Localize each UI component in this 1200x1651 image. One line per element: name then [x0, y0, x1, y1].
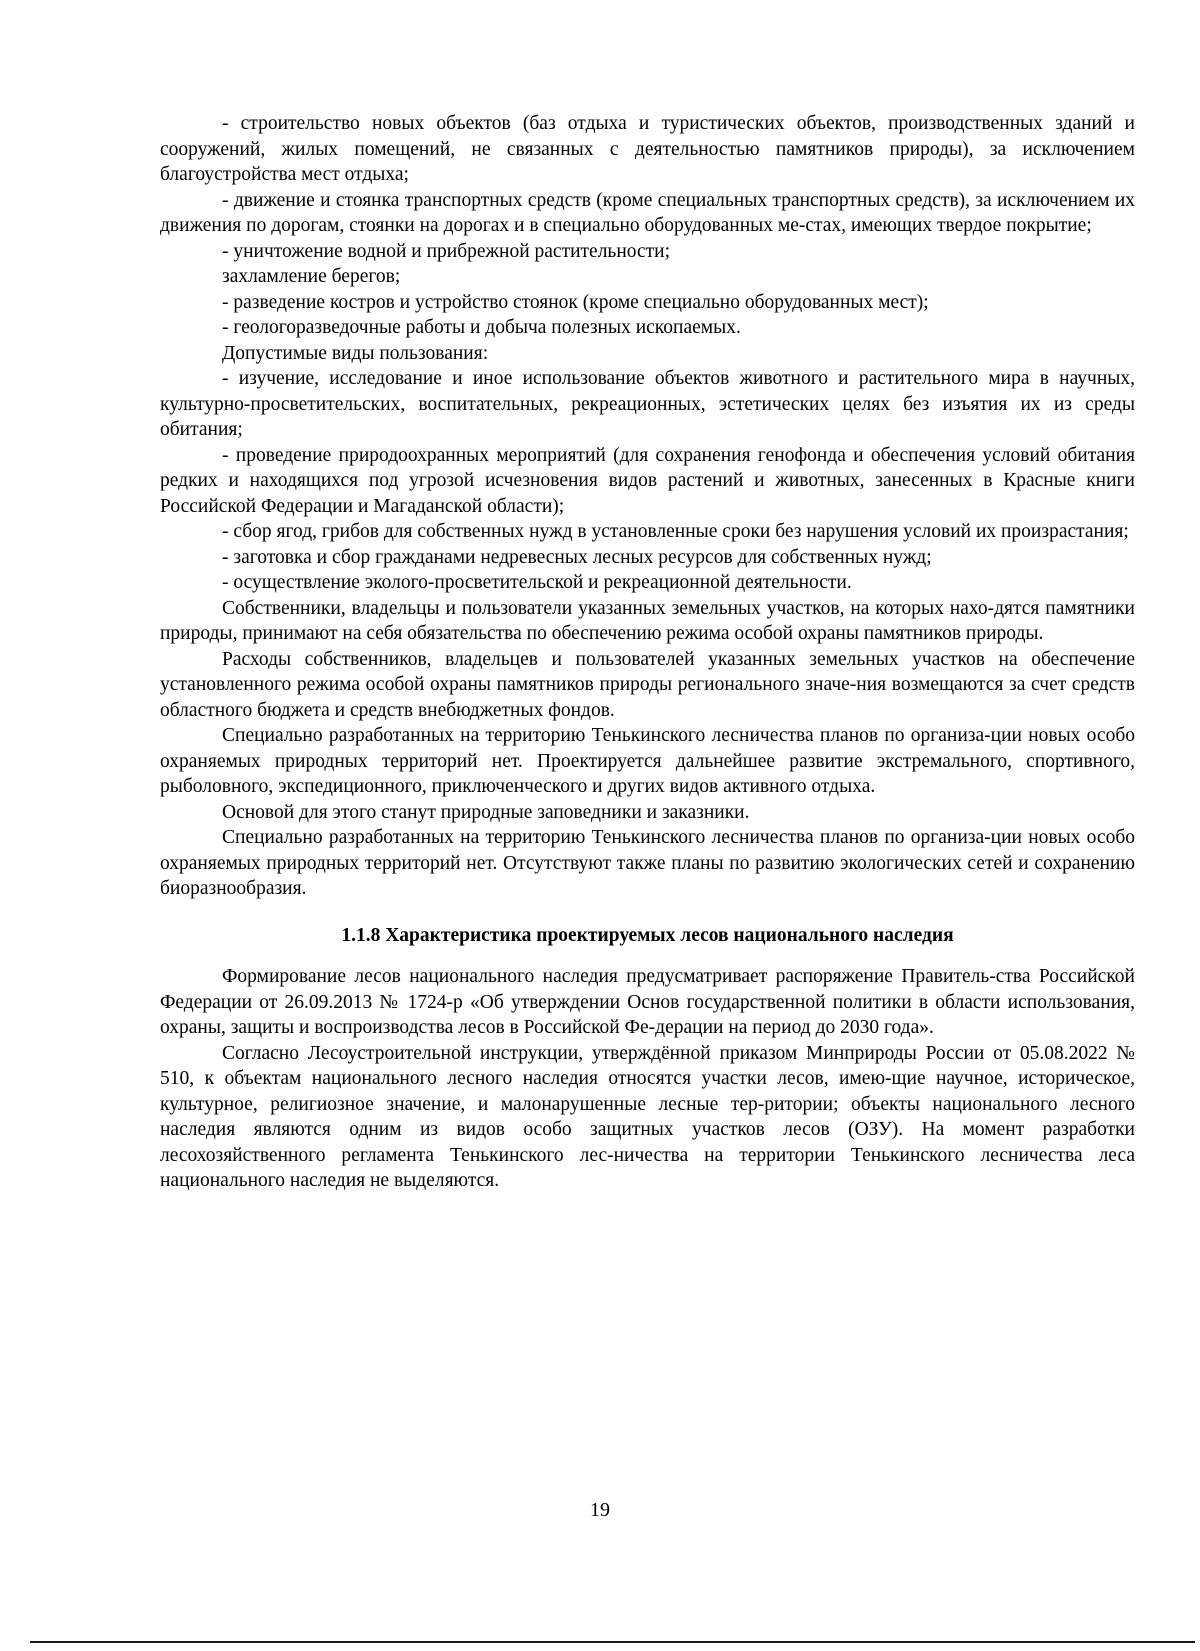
paragraph: - проведение природоохранных мероприятий (для сохранения генофонда и обеспечения условий обитания редких и находящихся под угрозой исчезновения видов растений и животных, занесенных в Красные книги Российской Федерации и Магаданской области);	[160, 444, 1135, 517]
paragraph: Расходы собственников, владельцев и пользователей указанных земельных участков на обеспечение установленного режима особой охраны памятников природы регионального значе-ния возмещаются за счет средств областного бюджета и средств внебюджетных фондов.	[160, 648, 1135, 721]
paragraph: - сбор ягод, грибов для собственных нужд в установленные сроки без нарушения условий их произрастания;	[222, 521, 1129, 542]
page-content	[160, 111, 1135, 1194]
paragraph: - разведение костров и устройство стоянок (кроме специально оборудованных мест);	[222, 291, 929, 313]
paragraph: - изучение, исследование и иное использование объектов животного и растительного мира в научных, культурно-просветительских, воспитательных, рекреационных, эстетических целях без изъятия их из среды обитания;	[160, 368, 1135, 440]
paragraph: Специально разработанных на территорию Тенькинского лесничества планов по организа-ции новых особо охраняемых природных территорий нет. Отсутствуют также планы по развитию экологических сетей и сохранению биоразнообразия.	[160, 827, 1135, 899]
paragraph: Допустимые виды пользования:	[222, 342, 489, 364]
paragraph: Формирование лесов национального наследия предусматривает распоряжение Правитель-ства Российской Федерации от 26.09.2013 № 1724-р «Об утверждении Основ государственной политики в области использования, охраны, защиты и воспроизводства лесов в Российской Фе-дерации на период до 2030 года».	[160, 966, 1135, 1038]
bottom-divider	[30, 1641, 1195, 1643]
paragraph: - заготовка и сбор гражданами недревесных лесных ресурсов для собственных нужд;	[222, 546, 932, 568]
page-number: 19	[590, 1499, 610, 1521]
paragraph: - осуществление эколого-просветительской и рекреационной деятельности.	[222, 572, 852, 593]
paragraph: Собственники, владельцы и пользователи указанных земельных участков, на которых нахо-дятся памятники природы, принимают на себя обязательства по обеспечению режима особой охраны памятников природы.	[160, 597, 1135, 644]
section-heading: 1.1.8 Характеристика проектируемых лесов национального наследия	[341, 924, 954, 946]
paragraph: захламление берегов;	[222, 266, 401, 287]
paragraph: Основой для этого станут природные заповедники и заказники.	[222, 801, 750, 823]
paragraph: Специально разработанных на территорию Тенькинского лесничества планов по организа-ции новых особо охраняемых природных территорий нет. Проектируется дальнейшее развитие экстремального, спортивного, рыболовного, экспедиционного, приключенческого и других видов активного отдыха.	[160, 725, 1135, 797]
paragraph: - уничтожение водной и прибрежной растительности;	[222, 240, 671, 262]
paragraph: Согласно Лесоустроительной инструкции, утверждённой приказом Минприроды России от 05.08.2022 № 510, к объектам национального лесного наследия относятся участки лесов, имею-щие научное, историческое, культурное, религиозное значение, и малонарушенные лесные тер-ритории; объекты национального лесного наследия являются одним из видов особо защитных участков лесов (ОЗУ). На момент разработки лесохозяйственного регламента Тенькинского лес-ничества на территории Тенькинского лесничества леса национального наследия не выделяются.	[160, 1042, 1135, 1191]
paragraph: - движение и стоянка транспортных средств (кроме специальных транспортных средств), за исключением их движения по дорогам, стоянки на дорогах и в специально оборудованных ме-стах, имеющих твердое покрытие;	[160, 189, 1135, 236]
paragraph: - строительство новых объектов (баз отдыха и туристических объектов, производственных зданий и сооружений, жилых помещений, не связанных с деятельностью памятников природы), за исключением благоустройства мест отдыха;	[160, 113, 1135, 185]
paragraph: - геологоразведочные работы и добыча полезных ископаемых.	[222, 317, 741, 338]
